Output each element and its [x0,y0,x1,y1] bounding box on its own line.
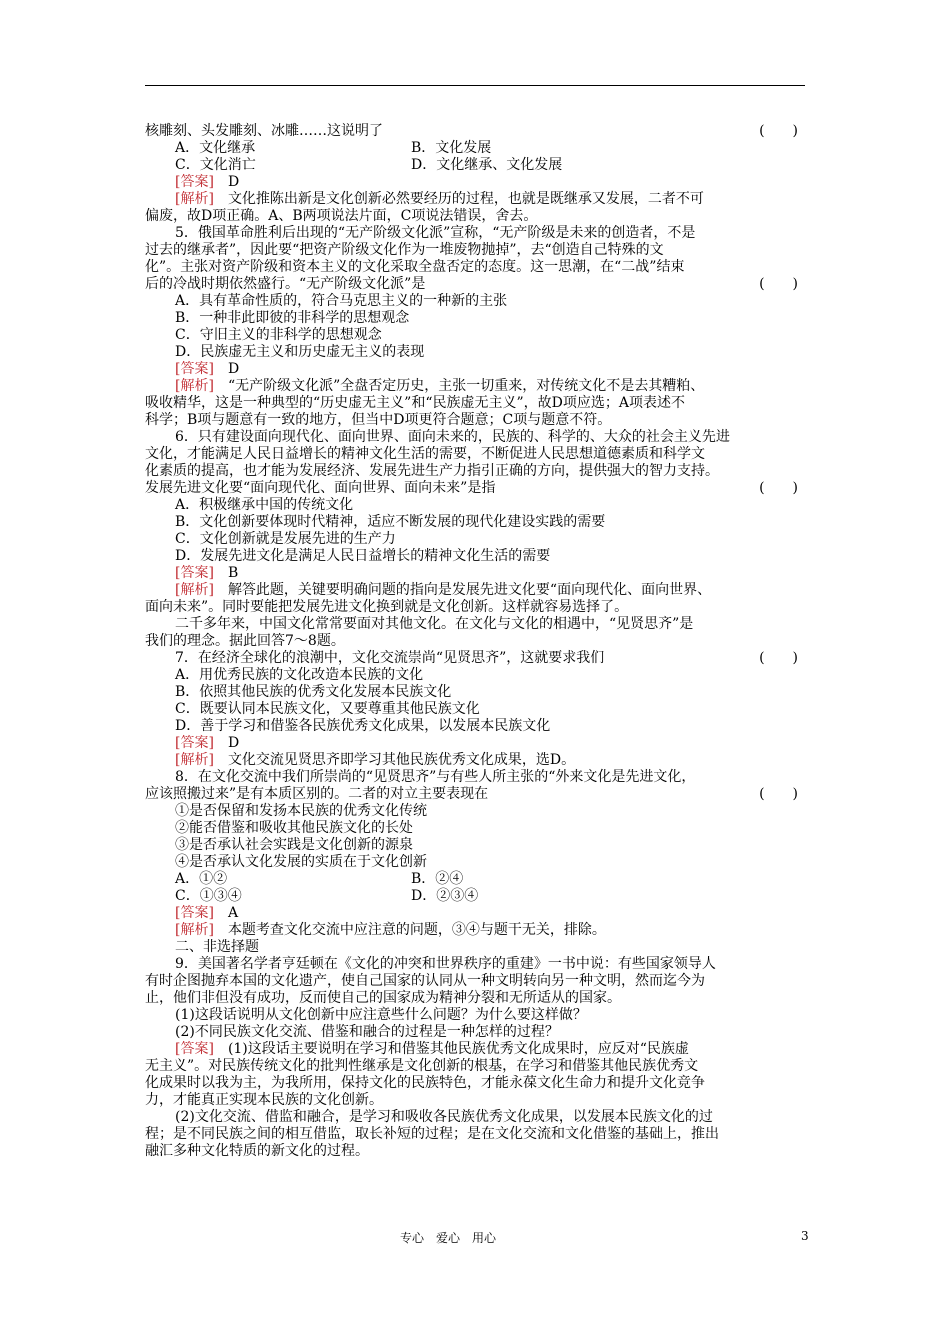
q6-option-d: D．发展先进文化是满足人民日益增长的精神文化生活的需要 [175,548,551,564]
answer-blank: ( ) [759,276,798,292]
q4-answer: [答案] D [175,174,240,190]
answer-tag: [答案] [175,361,214,377]
q4-options-row-1 [145,140,810,157]
q7-option-d: D．善于学习和借鉴各民族优秀文化成果，以发展本民族文化 [175,718,551,734]
q5-stem-line-2: 过去的继承者”，因此要“把资产阶级文化作为一堆废物抛掉”，去“创造自己特殊的文 [145,242,664,258]
q8-options-row-2 [145,888,810,905]
q6-stem-line-2: 文化，才能满足人民日益增长的精神文化生活的需要，不断促进人民思想道德素质和科学文 [145,446,705,462]
answer-tag: [答案] [175,735,214,751]
page-number: 3 [801,1229,809,1243]
q8-options-row-1 [145,871,810,888]
answer-blank: ( ) [759,786,798,802]
answer-tag: [答案] [175,1041,214,1057]
q6-option-a: A．积极继承中国的传统文化 [175,497,354,513]
q6-analysis-line-1: [解析] 解答此题，关键要明确问题的指向是发展先进文化要“面向现代化、面向世界、 [175,582,712,598]
q9-stem-line-3: 止，他们非但没有成功，反而使自己的国家成为精神分裂和无所适从的国家。 [145,990,621,1006]
intro-7-8-line-2: 我们的理念。据此回答7～8题。 [145,633,345,649]
q7-option-b: B．依照其他民族的优秀文化发展本民族文化 [175,684,452,700]
q8-analysis-line-1: [解析] 本题考查文化交流中应注意的问题，③④与题干无关，排除。 [175,922,606,938]
q5-answer: [答案] D [175,361,240,377]
q7-stem: 7．在经济全球化的浪潮中，文化交流崇尚“见贤思齐”，这就要求我们 ( ) [175,650,798,666]
q6-stem-line-1: 6．只有建设面向现代化、面向世界、面向未来的，民族的、科学的、大众的社会主义先进 [175,429,730,445]
q9-stem-line-2: 有时企图抛弃本国的文化遗产，使自己国家的认同从一种文明转向另一种文明，然而迄今为 [145,973,705,989]
q8-answer: [答案] A [175,905,239,921]
q5-option-c: C．守旧主义的非科学的思想观念 [175,327,382,343]
q6-stem-line-4: 发展先进文化要“面向现代化、面向世界、面向未来”是指 ( ) [145,480,798,496]
q5-stem-line-3: 化”。主张对资产阶级和资本主义的文化采取全盘否定的态度。这一思潮，在“二战”结束 [145,259,685,275]
analysis-tag: [解析] [175,191,214,207]
q4-options-row-2 [145,157,810,174]
q9-answer-line-2: 无主义”。对民族传统文化的批判性继承是文化创新的根基，在学习和借鉴其他民族优秀文 [145,1058,699,1074]
q8-item-3: ③是否承认社会实践是文化创新的源泉 [175,837,413,853]
q4-option-c: C．文化消亡 [175,157,256,173]
q6-stem-line-3: 化素质的提高，也才能为发展经济、发展先进生产力指引正确的方向，提供强大的智力支持。 [145,463,719,479]
analysis-tag: [解析] [175,752,214,768]
q4-option-a: A．文化继承 [175,140,256,156]
answer-tag: [答案] [175,174,214,190]
q9-subquestion-2: (2)不同民族文化交流、借鉴和融合的过程是一种怎样的过程？ [175,1024,559,1040]
q9-answer-line-5: (2)文化交流、借监和融合，是学习和吸收各民族优秀文化成果，以发展本民族文化的过 [175,1109,713,1125]
q5-stem-line-4: 后的冷战时期依然盛行。“无产阶级文化派”是 ( ) [145,276,798,292]
q5-option-a: A．具有革命性质的，符合马克思主义的一种新的主张 [175,293,508,309]
answer-blank: ( ) [759,480,798,496]
q5-option-b: B．一种非此即彼的非科学的思想观念 [175,310,410,326]
q5-stem-line-1: 5．俄国革命胜利后出现的“无产阶级文化派”宣称，“无产阶级是未来的创造者，不是 [175,225,696,241]
section-title: 二、非选择题 [175,939,259,955]
q4-option-b: B．文化发展 [411,140,492,156]
q8-option-b: B．②④ [411,871,464,887]
q8-option-d: D．②③④ [411,888,479,904]
q9-answer-line-1: [答案] (1)这段话主要说明在学习和借鉴其他民族优秀文化成果时，应反对“民族虚 [175,1041,689,1057]
q8-item-2: ②能否借鉴和吸收其他民族文化的长处 [175,820,413,836]
q5-analysis-line-1: [解析] “无产阶级文化派”全盘否定历史，主张一切重来，对传统文化不是去其糟粕、 [175,378,705,394]
q6-answer: [答案] B [175,565,239,581]
q9-subquestion-1: (1)这段话说明从文化创新中应注意些什么问题？为什么要这样做？ [175,1007,587,1023]
analysis-tag: [解析] [175,922,214,938]
q9-answer-line-7: 融汇多种文化特质的新文化的过程。 [145,1143,369,1159]
q8-option-a: A．①② [175,871,228,887]
footer-motto: 专心 爱心 用心 [400,1231,497,1245]
answer-tag: [答案] [175,565,214,581]
q4-analysis-line-2: 偏废，故D项正确。A、B两项说法片面，C项说法错误，舍去。 [145,208,538,224]
answer-tag: [答案] [175,905,214,921]
analysis-tag: [解析] [175,582,214,598]
q8-stem-line-1: 8．在文化交流中我们所崇尚的“见贤思齐”与有些人所主张的“外来文化是先进文化， [175,769,696,785]
q7-option-a: A．用优秀民族的文化改造本民族的文化 [175,667,424,683]
q4-option-d: D．文化继承、文化发展 [411,157,563,173]
q9-stem-line-1: 9．美国著名学者亨廷顿在《文化的冲突和世界秩序的重建》一书中说：有些国家领导人 [175,956,716,972]
q4-stem: 核雕刻、头发雕刻、冰雕……这说明了 ( ) [145,123,798,139]
q5-option-d: D．民族虚无主义和历史虚无主义的表现 [175,344,425,360]
answer-blank: ( ) [759,123,798,139]
q8-item-4: ④是否承认文化发展的实质在于文化创新 [175,854,427,870]
q6-option-b: B．文化创新要体现时代精神，适应不断发展的现代化建设实践的需要 [175,514,606,530]
q6-option-c: C．文化创新就是发展先进的生产力 [175,531,396,547]
q7-option-c: C．既要认同本民族文化，又要尊重其他民族文化 [175,701,480,717]
document-body [145,123,810,1160]
q8-item-1: ①是否保留和发扬本民族的优秀文化传统 [175,803,427,819]
q4-analysis-line-1: [解析] 文化推陈出新是文化创新必然要经历的过程，也就是既继承又发展，二者不可 [175,191,704,207]
q8-stem-line-2: 应该照搬过来”是有本质区别的。二者的对立主要表现在 ( ) [145,786,798,802]
q5-analysis-line-2: 吸收精华，这是一种典型的“历史虚无主义”和“民族虚无主义”，故D项应选；A项表述不 [145,395,685,411]
answer-blank: ( ) [759,650,798,666]
header-rule [145,85,805,86]
intro-7-8-line-1: 二千多年来，中国文化常常要面对其他文化。在文化与文化的相遇中，“见贤思齐”是 [175,616,694,632]
q6-analysis-line-2: 面向未来”。同时要能把发展先进文化换到就是文化创新。这样就容易选择了。 [145,599,629,615]
q5-analysis-line-3: 科学；B项与题意有一致的地方，但当中D项更符合题意；C项与题意不符。 [145,412,612,428]
q7-analysis-line-1: [解析] 文化交流见贤思齐即学习其他民族优秀文化成果，选D。 [175,752,576,768]
analysis-tag: [解析] [175,378,214,394]
q9-answer-line-4: 力，才能真正实现本民族的文化创新。 [145,1092,383,1108]
q7-answer: [答案] D [175,735,240,751]
q9-answer-line-3: 化成果时以我为主，为我所用，保持文化的民族特色，才能永葆文化生命力和提升文化竞争 [145,1075,705,1091]
q8-option-c: C．①③④ [175,888,242,904]
q9-answer-line-6: 程；是不同民族之间的相互借监，取长补短的过程；是在文化交流和文化借鉴的基础上，推出 [145,1126,719,1142]
